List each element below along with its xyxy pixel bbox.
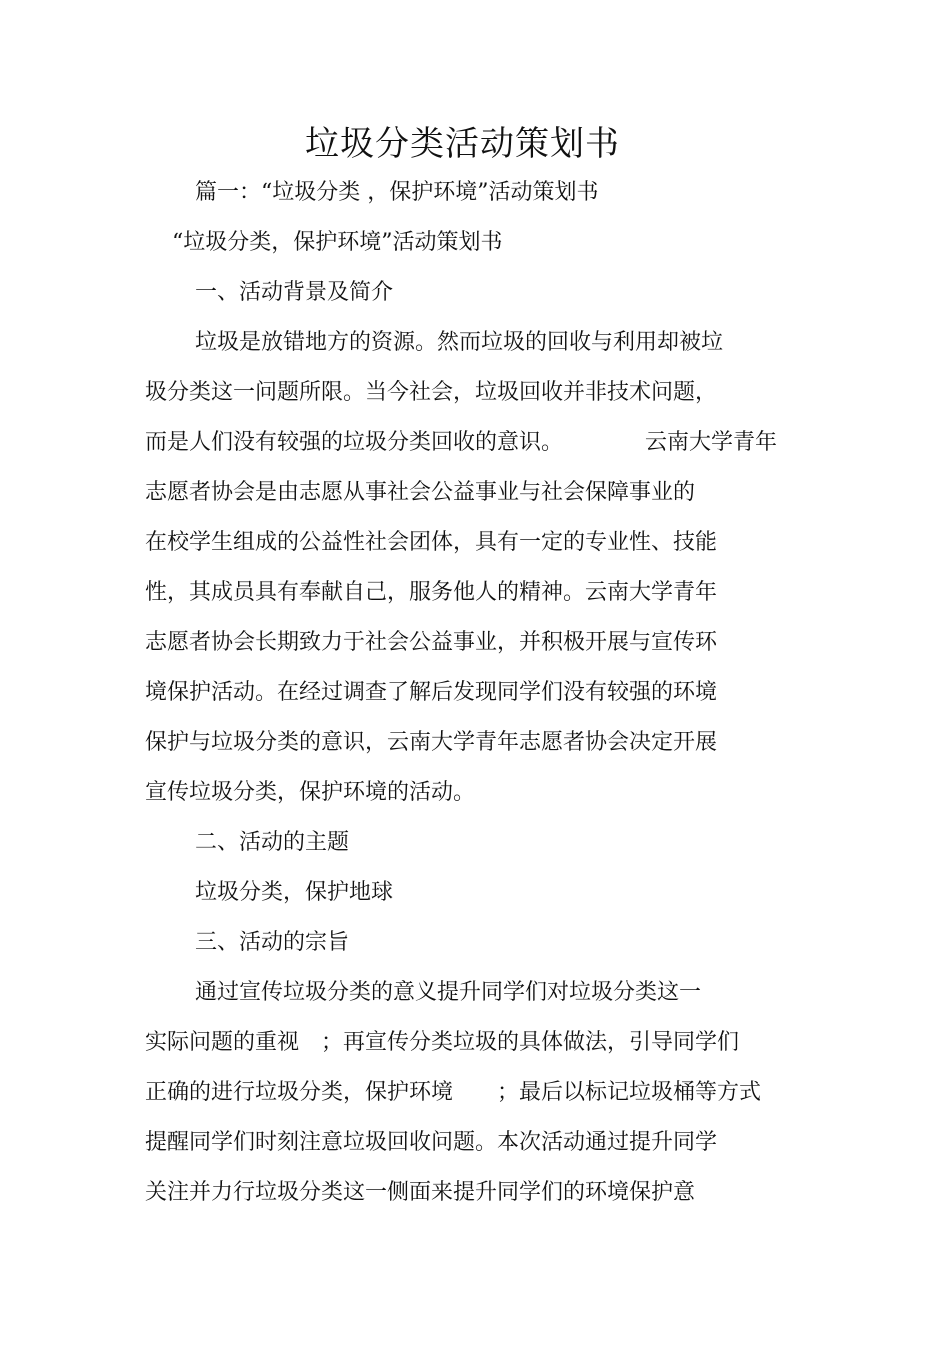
paragraph-line: 通过宣传垃圾分类的意义提升同学们对垃圾分类这一 bbox=[195, 980, 702, 1005]
paragraph-line bbox=[145, 1078, 761, 1108]
paragraph-line-segment: 而是人们没有较强的垃圾分类回收的意识。 bbox=[145, 430, 564, 455]
paragraph-line bbox=[145, 1028, 739, 1058]
section-heading-chapter-one: 篇一：“垃圾分类 ，保护环境”活动策划书 bbox=[195, 180, 599, 205]
paragraph-line: 垃圾是放错地方的资源。然而垃圾的回收与利用却被垃 bbox=[195, 330, 724, 355]
paragraph-line-segment: 云南大学青年 bbox=[645, 430, 778, 455]
paragraph-line: 关注并力行垃圾分类这一侧面来提升同学们的环境保护意 bbox=[145, 1180, 696, 1205]
paragraph-line bbox=[145, 428, 777, 458]
paragraph-line: 提醒同学们时刻注意垃圾回收问题。本次活动通过提升同学 bbox=[145, 1130, 718, 1155]
paragraph-line-segment: ；最后以标记垃圾桶等方式 bbox=[497, 1080, 762, 1105]
paragraph-line-segment: 正确的进行垃圾分类，保护环境 bbox=[145, 1080, 454, 1105]
subtitle-line: “垃圾分类，保护环境”活动策划书 bbox=[172, 230, 503, 255]
theme-text: 垃圾分类，保护地球 bbox=[195, 880, 394, 905]
paragraph-line-segment: ；再宣传分类垃圾的具体做法，引导同学们 bbox=[321, 1030, 740, 1055]
paragraph-line: 境保护活动。在经过调查了解后发现同学们没有较强的环境 bbox=[145, 680, 718, 705]
section-heading-theme: 二、活动的主题 bbox=[195, 830, 350, 855]
paragraph-line: 志愿者协会长期致力于社会公益事业，并积极开展与宣传环 bbox=[145, 630, 718, 655]
paragraph-line: 在校学生组成的公益性社会团体，具有一定的专业性、技能 bbox=[145, 530, 718, 555]
paragraph-line: 保护与垃圾分类的意识，云南大学青年志愿者协会决定开展 bbox=[145, 730, 718, 755]
paragraph-line: 宣传垃圾分类，保护环境的活动。 bbox=[145, 780, 476, 805]
paragraph-line: 圾分类这一问题所限。当今社会，垃圾回收并非技术问题， bbox=[145, 380, 718, 405]
paragraph-line-segment: 实际问题的重视 bbox=[145, 1030, 300, 1055]
section-heading-background: 一、活动背景及简介 bbox=[195, 280, 394, 305]
document-title: 垃圾分类活动策划书 bbox=[305, 124, 620, 164]
paragraph-line: 性，其成员具有奉献自己，服务他人的精神。云南大学青年 bbox=[145, 580, 718, 605]
paragraph-line: 志愿者协会是由志愿从事社会公益事业与社会保障事业的 bbox=[145, 480, 696, 505]
section-heading-purpose: 三、活动的宗旨 bbox=[195, 930, 350, 955]
